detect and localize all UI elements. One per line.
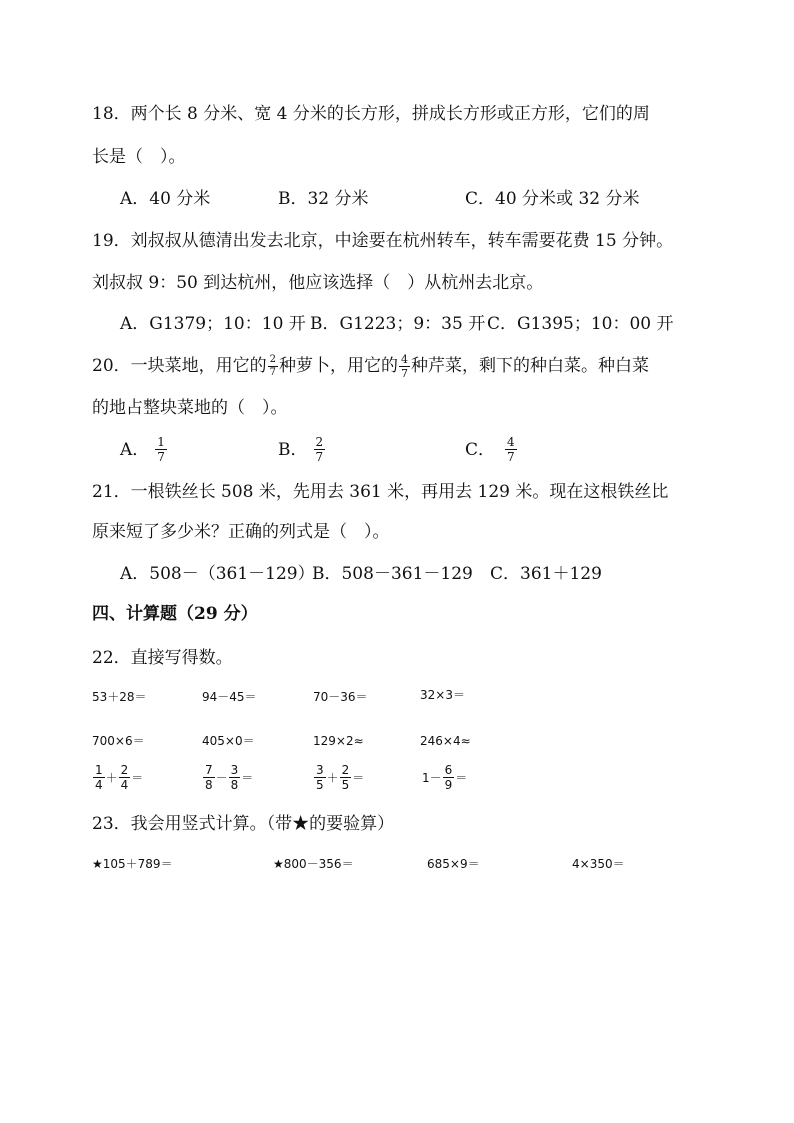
q18-option-a: A．40 分米 [120,189,211,209]
q23-item-2: ★800－356＝ [273,857,354,871]
q22-r2-c4: 246×4≈ [420,734,471,748]
q22-r3-c1: $\frac{1}{4}$ ＋ $\frac{2}{4}$ ＝ [95,763,144,792]
q22-r3-c2: $\frac{7}{8}$ － $\frac{3}{8}$ ＝ [205,763,254,792]
q20-line2: 的地占整块菜地的（ ）。 [92,398,288,418]
q20-mid: 种萝卜，用它的 [279,356,399,376]
q21-option-a: A．508－（361－129） [120,564,315,584]
q22-title: 22．直接写得数。 [92,648,233,668]
q23-title: 23．我会用竖式计算。（带★的要验算） [92,814,395,834]
q22-r1-c4: 32×3＝ [420,688,465,702]
q22-r1-c1: 53＋28＝ [92,690,147,704]
q20-prefix: 20．一块菜地，用它的 [92,356,267,376]
q23-item-4: 4×350＝ [572,857,625,871]
q18-line2: 长是（ ）。 [92,147,186,167]
q21-option-c: C．361＋129 [490,564,602,584]
q21-line1: 21．一根铁丝长 508 米，先用去 361 米，再用去 129 米。现在这根铁丝比 [92,482,669,502]
q20-option-b: B． $\frac{2}{7}$ [278,435,324,464]
q19-line2: 刘叔叔 9：50 到达杭州，他应该选择（ ）从杭州去北京。 [92,273,544,293]
q22-r1-c2: 94－45＝ [202,690,257,704]
q20-option-a: A． $\frac{1}{7}$ [120,435,165,464]
q18-option-c: C．40 分米或 32 分米 [465,189,640,209]
q22-r2-c3: 129×2≈ [313,734,364,748]
section-4-title: 四、计算题（29 分） [92,604,258,624]
q19-option-c: C．G1395；10：00 开 [487,314,674,334]
q21-option-b: B．508－361－129 [312,564,473,584]
q22-r3-c3: $\frac{3}{5}$ ＋ $\frac{2}{5}$ ＝ [316,763,365,792]
q19-line1: 19．刘叔叔从德清出发去北京，中途要在杭州转车，转车需要花费 15 分钟。 [92,231,674,251]
q23-item-3: 685×9＝ [427,857,480,871]
q18-line1: 18．两个长 8 分米、宽 4 分米的长方形，拼成长方形或正方形，它们的周 [92,104,650,124]
q20-fraction-celery: $\frac{4}{7}$ [401,353,409,380]
q22-r2-c2: 405×0＝ [202,734,255,748]
q20-fraction-radish: $\frac{2}{7}$ [269,354,277,378]
q19-option-b: B．G1223；9：35 开 [310,314,486,334]
q22-r2-c1: 700×6＝ [92,734,145,748]
q22-r1-c3: 70－36＝ [313,690,368,704]
q23-item-1: ★105＋789＝ [92,857,173,871]
q20-option-c: C． $\frac{4}{7}$ [465,435,515,464]
q22-r3-c4: 1－ $\frac{6}{9}$ ＝ [422,763,468,792]
q18-option-b: B．32 分米 [278,189,369,209]
q20-suffix: 种芹菜，剩下的种白菜。种白菜 [411,356,650,376]
q20-line1 [92,354,649,379]
q19-option-a: A．G1379；10：10 开 [120,314,306,334]
q21-line2: 原来短了多少米？正确的列式是（ ）。 [92,522,390,542]
